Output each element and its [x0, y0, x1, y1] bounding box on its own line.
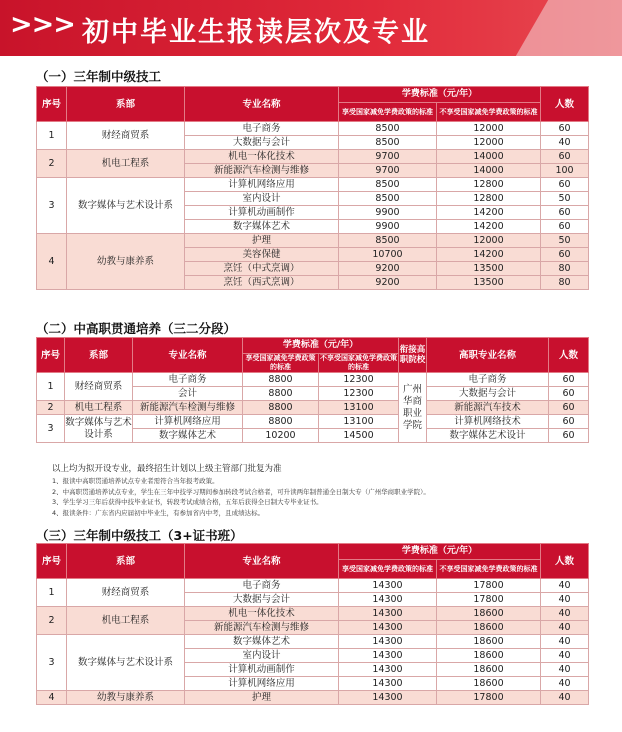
row-fee-a: 14300 — [339, 663, 437, 677]
row-count: 80 — [541, 276, 589, 290]
row-higher-major: 计算机网络技术 — [427, 415, 549, 429]
row-major: 新能源汽车检测与维修 — [185, 621, 339, 635]
section-3-table — [36, 543, 589, 705]
row-no: 2 — [37, 401, 65, 415]
row-no: 4 — [37, 234, 67, 290]
row-fee-a: 14300 — [339, 691, 437, 705]
row-no: 2 — [37, 607, 67, 635]
row-no: 1 — [37, 579, 67, 607]
header-fee-standard: 不享受国家减免学费政策的标准 — [320, 354, 397, 371]
row-dept: 财经商贸系 — [67, 122, 185, 150]
row-major: 护理 — [185, 234, 339, 248]
row-count: 60 — [549, 415, 589, 429]
row-count: 40 — [541, 593, 589, 607]
header-count: 人数 — [541, 87, 589, 122]
header-dept: 系部 — [67, 544, 185, 579]
plan-footnote: 以上均为拟开设专业，最终招生计划以上级主管部门批复为准 — [52, 464, 282, 474]
table-row — [37, 401, 589, 415]
row-dept: 数字媒体与艺术设计系 — [67, 635, 185, 691]
row-count: 60 — [541, 220, 589, 234]
row-dept: 财经商贸系 — [65, 373, 133, 401]
row-fee-b: 14200 — [437, 220, 541, 234]
row-count: 40 — [541, 635, 589, 649]
row-fee-a: 8500 — [339, 192, 437, 206]
row-fee-a: 14300 — [339, 607, 437, 621]
row-fee-a: 14300 — [339, 649, 437, 663]
row-dept: 幼教与康养系 — [67, 691, 185, 705]
header-major: 专业名称 — [185, 544, 339, 579]
row-major: 电子商务 — [185, 122, 339, 136]
row-major: 大数据与会计 — [185, 136, 339, 150]
row-no: 1 — [37, 373, 65, 401]
row-major: 计算机网络应用 — [133, 415, 243, 429]
row-major: 数字媒体艺术 — [133, 429, 243, 443]
row-fee-b: 17800 — [437, 579, 541, 593]
table-row — [37, 178, 589, 192]
row-count: 60 — [541, 150, 589, 164]
row-fee-b: 18600 — [437, 677, 541, 691]
notes-list — [52, 476, 430, 518]
row-fee-b: 18600 — [437, 621, 541, 635]
row-higher-major: 数字媒体艺术设计 — [427, 429, 549, 443]
row-fee-a: 9700 — [339, 164, 437, 178]
row-fee-b: 14200 — [437, 206, 541, 220]
row-major: 烹饪（中式烹调） — [185, 262, 339, 276]
row-no: 3 — [37, 415, 65, 443]
row-count: 40 — [541, 649, 589, 663]
row-major: 烹饪（西式烹调） — [185, 276, 339, 290]
row-fee-b: 13100 — [319, 415, 399, 429]
row-count: 60 — [549, 387, 589, 401]
row-fee-b: 12000 — [437, 234, 541, 248]
row-fee-a: 10200 — [243, 429, 319, 443]
row-fee-b: 14200 — [437, 248, 541, 262]
header-fee-subsidized: 享受国家减免学费政策的标准 — [339, 103, 437, 122]
header-higher-major: 高职专业名称 — [427, 338, 549, 373]
header-fee-standard: 不享受国家减免学费政策的标准 — [437, 103, 541, 122]
row-fee-b: 14000 — [437, 150, 541, 164]
row-major: 计算机网络应用 — [185, 677, 339, 691]
header-college: 衔接高职院校 — [399, 338, 427, 373]
row-fee-b: 18600 — [437, 607, 541, 621]
row-dept: 机电工程系 — [67, 607, 185, 635]
row-fee-b: 14500 — [319, 429, 399, 443]
row-higher-major: 新能源汽车技术 — [427, 401, 549, 415]
row-dept: 幼教与康养系 — [67, 234, 185, 290]
row-dept: 财经商贸系 — [67, 579, 185, 607]
row-dept: 数字媒体与艺术设计系 — [67, 178, 185, 234]
table-row — [37, 150, 589, 164]
header-fee-subsidized: 享受国家减免学费政策的标准 — [339, 560, 437, 579]
row-fee-a: 14300 — [339, 677, 437, 691]
header-dept: 系部 — [65, 338, 133, 373]
row-higher-major: 大数据与会计 — [427, 387, 549, 401]
row-major: 美容保健 — [185, 248, 339, 262]
row-no: 1 — [37, 122, 67, 150]
row-major: 大数据与会计 — [185, 593, 339, 607]
row-fee-b: 12300 — [319, 387, 399, 401]
section-1-title: （一）三年制中级技工 — [36, 69, 162, 84]
row-count: 100 — [541, 164, 589, 178]
table-row — [37, 122, 589, 136]
row-fee-a: 8500 — [339, 122, 437, 136]
row-no: 3 — [37, 635, 67, 691]
row-fee-a: 9900 — [339, 206, 437, 220]
row-major: 数字媒体艺术 — [185, 635, 339, 649]
row-major: 数字媒体艺术 — [185, 220, 339, 234]
row-count: 60 — [549, 401, 589, 415]
row-count: 50 — [541, 234, 589, 248]
header-dept: 系部 — [67, 87, 185, 122]
row-fee-b: 17800 — [437, 691, 541, 705]
row-fee-b: 18600 — [437, 649, 541, 663]
row-count: 40 — [541, 691, 589, 705]
row-major: 室内设计 — [185, 649, 339, 663]
row-fee-a: 9200 — [339, 276, 437, 290]
row-fee-a: 8500 — [339, 136, 437, 150]
row-major: 电子商务 — [133, 373, 243, 387]
row-major: 新能源汽车检测与维修 — [185, 164, 339, 178]
table-row — [37, 234, 589, 248]
header-no: 序号 — [37, 338, 65, 373]
row-fee-b: 13500 — [437, 262, 541, 276]
page-title: 初中毕业生报读层次及专业 — [82, 17, 430, 48]
row-count: 60 — [541, 178, 589, 192]
row-fee-a: 10700 — [339, 248, 437, 262]
row-no: 3 — [37, 178, 67, 234]
row-fee-b: 12800 — [437, 192, 541, 206]
row-fee-b: 12000 — [437, 136, 541, 150]
row-fee-a: 8500 — [339, 178, 437, 192]
table-row — [37, 373, 589, 387]
row-major: 机电一体化技术 — [185, 607, 339, 621]
table-row — [37, 579, 589, 593]
row-major: 电子商务 — [185, 579, 339, 593]
header-major: 专业名称 — [185, 87, 339, 122]
row-fee-b: 12800 — [437, 178, 541, 192]
row-major: 计算机网络应用 — [185, 178, 339, 192]
row-fee-a: 8800 — [243, 373, 319, 387]
section-2-title: （二）中高职贯通培养（三二分段） — [36, 321, 237, 336]
row-major: 计算机动画制作 — [185, 206, 339, 220]
section-2-table — [36, 337, 589, 443]
row-no: 2 — [37, 150, 67, 178]
row-fee-a: 8800 — [243, 387, 319, 401]
row-fee-b: 17800 — [437, 593, 541, 607]
title-banner — [0, 0, 622, 56]
header-no: 序号 — [37, 87, 67, 122]
row-fee-a: 14300 — [339, 593, 437, 607]
row-fee-a: 8800 — [243, 415, 319, 429]
college-name: 广州华商职业学院 — [399, 373, 427, 443]
header-fee: 学费标准（元/年） — [243, 338, 399, 354]
note-item: 1、报读中高职贯通培养试点专业者需符合当年报考政策。 — [52, 477, 219, 485]
row-fee-a: 9900 — [339, 220, 437, 234]
row-fee-a: 14300 — [339, 635, 437, 649]
note-item: 3、学生学习三年后获得中技毕业证书，转段考试成绩合格，五年后获得全日制大专毕业证书。 — [52, 498, 323, 506]
row-count: 40 — [541, 607, 589, 621]
header-fee: 学费标准（元/年） — [339, 87, 541, 103]
row-fee-b: 12300 — [319, 373, 399, 387]
header-no: 序号 — [37, 544, 67, 579]
row-count: 40 — [541, 663, 589, 677]
row-major: 护理 — [185, 691, 339, 705]
header-fee-subsidized: 享受国家减免学费政策的标准 — [243, 354, 319, 373]
row-count: 40 — [541, 621, 589, 635]
row-fee-a: 9200 — [339, 262, 437, 276]
row-fee-b: 13100 — [319, 401, 399, 415]
row-count: 60 — [541, 248, 589, 262]
table-row — [37, 415, 589, 429]
row-fee-b: 18600 — [437, 663, 541, 677]
row-fee-b: 18600 — [437, 635, 541, 649]
row-higher-major: 电子商务 — [427, 373, 549, 387]
note-item: 2、中高职贯通培养试点专业，学生在三年中技学习期间参加转段考试合格者，可升读两年制普通全日制大专（广州华商职业学院）。 — [52, 487, 430, 496]
row-fee-a: 14300 — [339, 621, 437, 635]
row-fee-a: 9700 — [339, 150, 437, 164]
table-row — [37, 607, 589, 621]
row-count: 40 — [541, 579, 589, 593]
header-major: 专业名称 — [133, 338, 243, 373]
banner-decoration — [516, 0, 622, 56]
section-1-table — [36, 86, 589, 290]
table-row — [37, 691, 589, 705]
row-major: 会计 — [133, 387, 243, 401]
row-count: 60 — [549, 373, 589, 387]
row-fee-b: 14000 — [437, 164, 541, 178]
table-row — [37, 635, 589, 649]
header-fee-standard: 不享受国家减免学费政策的标准 — [437, 560, 541, 579]
row-fee-b: 12000 — [437, 122, 541, 136]
row-fee-a: 8800 — [243, 401, 319, 415]
row-count: 60 — [549, 429, 589, 443]
row-count: 40 — [541, 677, 589, 691]
note-item: 4、报读条件：广东省内应届初中毕业生，有参加省内中考，且成绩达标。 — [52, 508, 265, 517]
row-no: 4 — [37, 691, 67, 705]
row-fee-b: 13500 — [437, 276, 541, 290]
header-count: 人数 — [541, 544, 589, 579]
row-dept: 机电工程系 — [65, 401, 133, 415]
row-major: 新能源汽车检测与维修 — [133, 401, 243, 415]
row-major: 计算机动画制作 — [185, 663, 339, 677]
row-major: 室内设计 — [185, 192, 339, 206]
header-count: 人数 — [549, 338, 589, 373]
row-count: 60 — [541, 122, 589, 136]
header-fee: 学费标准（元/年） — [339, 544, 541, 560]
row-count: 80 — [541, 262, 589, 276]
banner-arrows: >>> — [10, 9, 75, 40]
row-fee-a: 14300 — [339, 579, 437, 593]
section-3-title: （三）三年制中级技工（3+证书班） — [36, 528, 243, 543]
row-count: 60 — [541, 206, 589, 220]
row-major: 机电一体化技术 — [185, 150, 339, 164]
row-dept: 机电工程系 — [67, 150, 185, 178]
row-dept: 数字媒体与艺术设计系 — [65, 415, 133, 443]
row-fee-a: 8500 — [339, 234, 437, 248]
row-count: 50 — [541, 192, 589, 206]
row-count: 40 — [541, 136, 589, 150]
